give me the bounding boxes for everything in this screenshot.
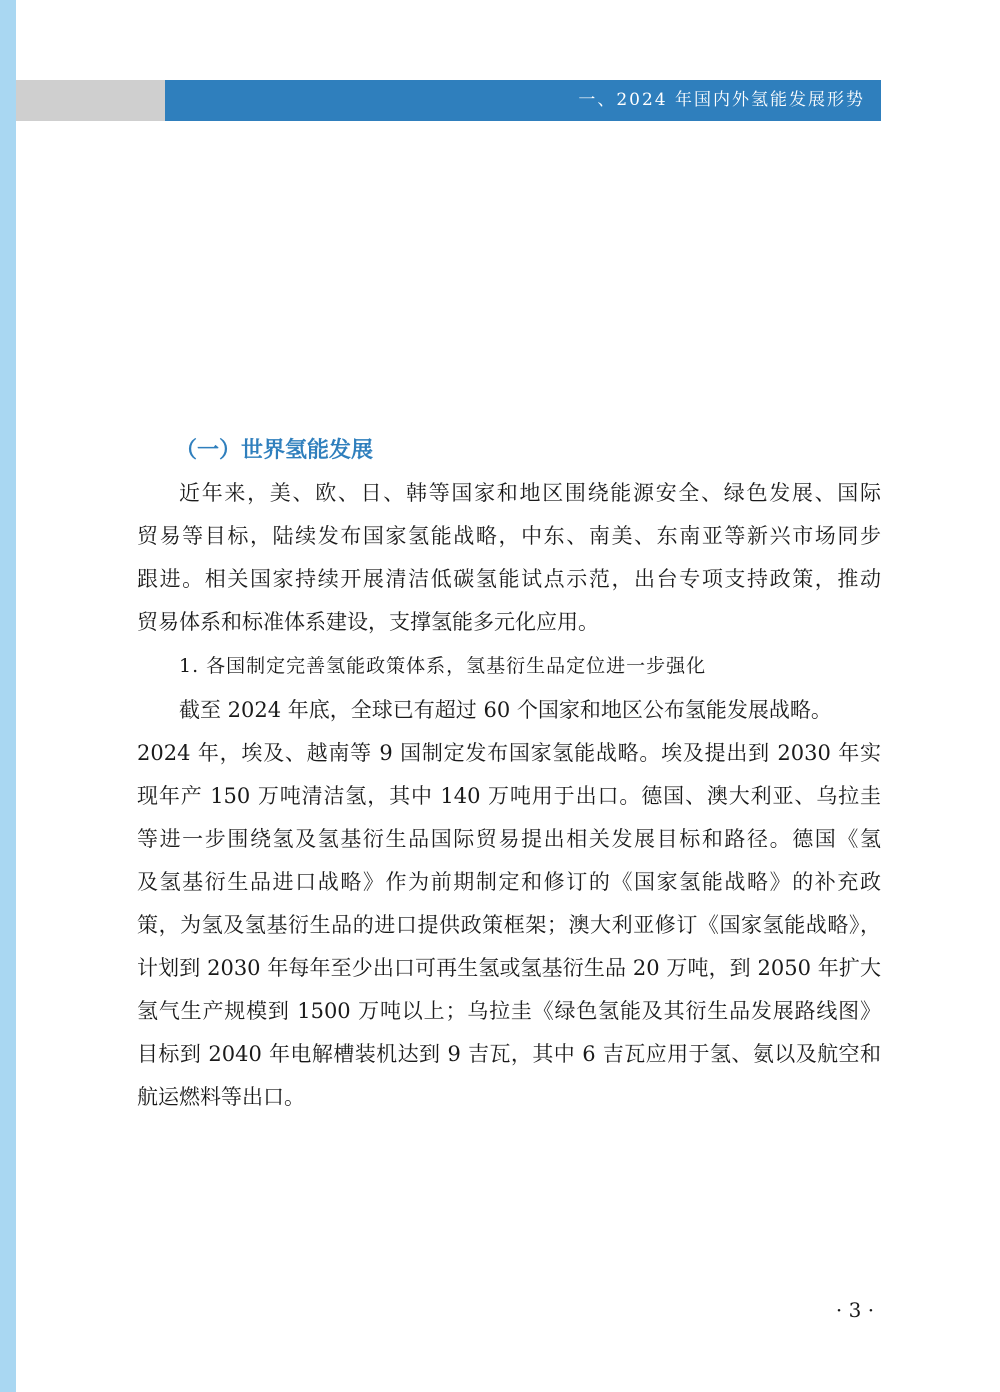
paragraph2-line: 航运燃料等出口。 [137,1085,305,1109]
paragraph2-line: 现年产 150 万吨清洁氢，其中 140 万吨用于出口。德国、澳大利亚、乌拉圭 [137,784,881,808]
running-header-title: 一、2024 年国内外氢能发展形势 [578,90,865,110]
paragraph1-line: 贸易等目标，陆续发布国家氢能战略，中东、南美、东南亚等新兴市场同步 [137,524,881,548]
page-number: · 3 · [835,1298,875,1322]
paragraph2-line: 等进一步围绕氢及氢基衍生品国际贸易提出相关发展目标和路径。德国《氢 [137,827,881,851]
paragraph1-line: 近年来，美、欧、日、韩等国家和地区围绕能源安全、绿色发展、国际 [179,481,881,505]
header-gray-block [16,80,165,121]
paragraph2-line: 氢气生产规模到 1500 万吨以上；乌拉圭《绿色氢能及其衍生品发展路线图》 [137,999,881,1023]
subsection-heading: 1. 各国制定完善氢能政策体系，氢基衍生品定位进一步强化 [179,655,707,677]
paragraph2-line: 2024 年，埃及、越南等 9 国制定发布国家氢能战略。埃及提出到 2030 年实 [137,741,881,765]
paragraph2-line: 及氢基衍生品进口战略》作为前期制定和修订的《国家氢能战略》的补充政 [137,870,881,894]
paragraph2-line: 计划到 2030 年每年至少出口可再生氢或氢基衍生品 20 万吨，到 2050 年扩大 [137,956,881,980]
header-bar [165,80,881,121]
paragraph1-line: 跟进。相关国家持续开展清洁低碳氢能试点示范，出台专项支持政策，推动 [137,567,881,591]
paragraph2-line: 策，为氢及氢基衍生品的进口提供政策框架；澳大利亚修订《国家氢能战略》， [137,913,881,937]
paragraph1-line: 贸易体系和标准体系建设，支撑氢能多元化应用。 [137,610,599,634]
section-heading: （一）世界氢能发展 [175,438,374,463]
paragraph2-line: 截至 2024 年底，全球已有超过 60 个国家和地区公布氢能发展战略。 [179,698,832,722]
left-margin-strip [0,0,16,1392]
paragraph2-line: 目标到 2040 年电解槽装机达到 9 吉瓦，其中 6 吉瓦应用于氢、氨以及航空和 [137,1042,881,1066]
